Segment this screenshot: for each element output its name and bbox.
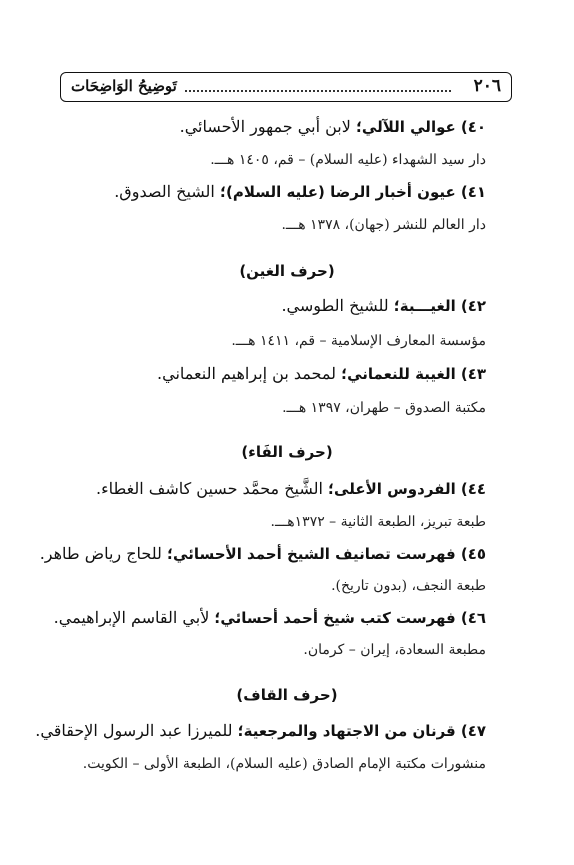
reference-entry-41 (114, 182, 486, 201)
entry-publisher-45: طبعة النجف، (بدون تاريخ). (331, 578, 486, 594)
entry-publisher-46: مطبعة السعادة، إيران – كرمان. (303, 642, 486, 658)
reference-entry-43 (157, 364, 486, 383)
entry-author: للشيخ الطوسي. (281, 296, 394, 315)
entry-number: ٤٠) (460, 118, 486, 136)
section-heading-ghain: (حرف الغين) (239, 262, 335, 280)
reference-entry-40 (180, 117, 486, 136)
entry-publisher-44: طبعة تبريز، الطبعة الثانية – ١٣٧٢هـــ. (270, 514, 486, 530)
entry-number: ٤٥) (460, 545, 486, 563)
entry-publisher-47: منشورات مكتبة الإمام الصادق (عليه السلام)، الطبعة الأولى – الكويت. (82, 756, 486, 772)
page-header (60, 72, 512, 102)
header-dotted-leader (185, 90, 451, 92)
running-title: تَوضِيحُ الوَاضِحَات (71, 77, 177, 95)
reference-entry-42 (281, 296, 486, 315)
entry-title: الغيـــبة؛ (393, 297, 456, 315)
entry-title: فهرست كتب شيخ أحمد أحسائي؛ (214, 609, 456, 627)
entry-author: الشَّيخ محمَّد حسين كاشف الغطاء. (96, 479, 329, 498)
entry-number: ٤١) (460, 183, 486, 201)
entry-number: ٤٣) (460, 365, 486, 383)
reference-entry-47 (35, 721, 486, 740)
entry-author: لمحمد بن إبراهيم النعماني. (157, 364, 342, 383)
entry-title: فهرست تصانيف الشيخ أحمد الأحسائي؛ (167, 545, 456, 563)
section-heading-qaf: (حرف القاف) (236, 686, 338, 704)
entry-title: عيون أخبار الرضا (عليه السلام)؛ (219, 183, 456, 201)
entry-title: الفردوس الأعلى؛ (328, 480, 456, 498)
entry-author: لابن أبي جمهور الأحسائي. (179, 117, 356, 136)
entry-author: للحاج رياض طاهر. (39, 544, 168, 563)
entry-number: ٤٢) (460, 297, 486, 315)
entry-publisher-40: دار سيد الشهداء (عليه السلام) – قم، ١٤٠٥ هـــ. (210, 152, 486, 168)
reference-entry-45 (40, 544, 486, 563)
entry-number: ٤٤) (460, 480, 486, 498)
reference-entry-44 (96, 479, 486, 498)
entry-publisher-41: دار العالم للنشر (جهان)، ١٣٧٨ هـــ. (281, 217, 486, 233)
page-number: ٢٠٦ (473, 76, 501, 96)
section-heading-fa: (حرف الفَاء) (241, 443, 333, 461)
entry-publisher-43: مكتبة الصدوق – طهران، ١٣٩٧ هـــ. (282, 400, 486, 416)
entry-number: ٤٦) (460, 609, 486, 627)
entry-title: الغيبة للنعماني؛ (341, 365, 456, 383)
entry-number: ٤٧) (460, 722, 486, 740)
entry-publisher-42: مؤسسة المعارف الإسلامية – قم، ١٤١١ هـــ. (231, 333, 486, 349)
entry-author: الشيخ الصدوق. (114, 182, 220, 201)
entry-title: قرنان من الاجتهاد والمرجعية؛ (237, 722, 456, 740)
entry-author: لأبي القاسم الإبراهيمي. (53, 608, 215, 627)
entry-author: للميرزا عبد الرسول الإحقاقي. (35, 721, 238, 740)
reference-entry-46 (54, 608, 486, 627)
entry-title: عوالي اللآلي؛ (355, 118, 456, 136)
